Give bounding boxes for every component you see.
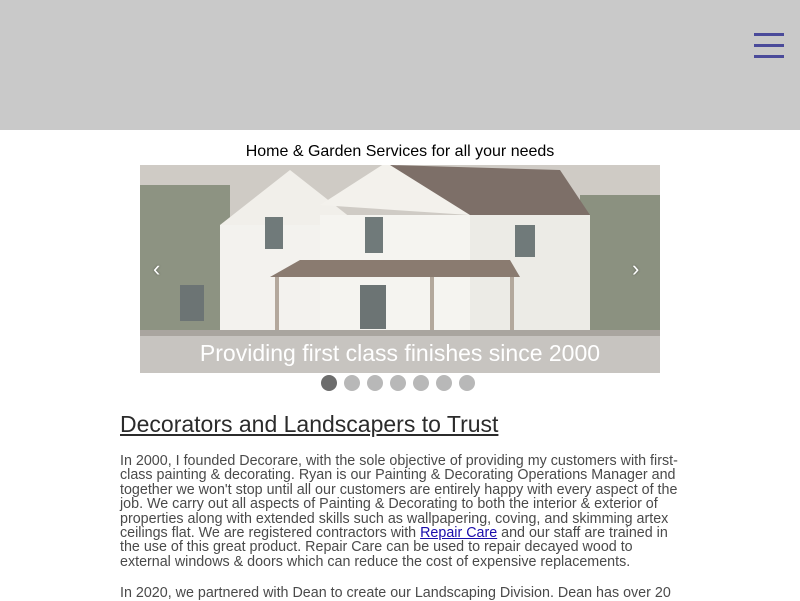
slider-dot-4[interactable]	[390, 375, 406, 391]
slider-dot-7[interactable]	[459, 375, 475, 391]
slider-dot-6[interactable]	[436, 375, 452, 391]
intro-text-part-2: and our staff are trained in the use of this great product. Repair Care can be used to repair decayed wood to external windows & doors which can reduce the cost of expensive replacements.	[120, 525, 668, 570]
slider-dot-2[interactable]	[344, 375, 360, 391]
landscaping-paragraph: In 2020, we partnered with Dean to create our Landscaping Division. Dean has over 20	[120, 585, 671, 601]
intro-paragraph	[120, 454, 685, 569]
slider-next-arrow[interactable]: ›	[632, 256, 640, 281]
slider-dot-1[interactable]	[321, 375, 337, 391]
hamburger-menu-icon[interactable]	[752, 30, 786, 64]
repair-care-link[interactable]: Repair Care	[420, 525, 498, 542]
page-title: Decorators and Landscapers to Trust	[120, 411, 499, 437]
intro-text-part-1: In 2000, I founded Decorare, with the sole objective of providing my customers with first-class painting & decorating. Ryan is our Painting & Decorating Operations Manager and together we won't stop until all our customers are entirely happy with every aspect of the job. We carry out all aspects of Painting & Decorating to both the interior & exterior of properties along with extended skills such as wallpapering, coving, and skimming artex ceilings flat. We are registered contractors with	[120, 453, 678, 542]
slider-dot-5[interactable]	[413, 375, 429, 391]
tagline: Home & Garden Services for all your needs	[245, 143, 555, 160]
slider-caption: Providing first class finishes since 2000	[140, 336, 660, 373]
slider-dot-3[interactable]	[367, 375, 383, 391]
site-header	[0, 0, 800, 130]
slider-dots	[321, 375, 475, 391]
slider-prev-arrow[interactable]: ‹	[153, 256, 161, 281]
